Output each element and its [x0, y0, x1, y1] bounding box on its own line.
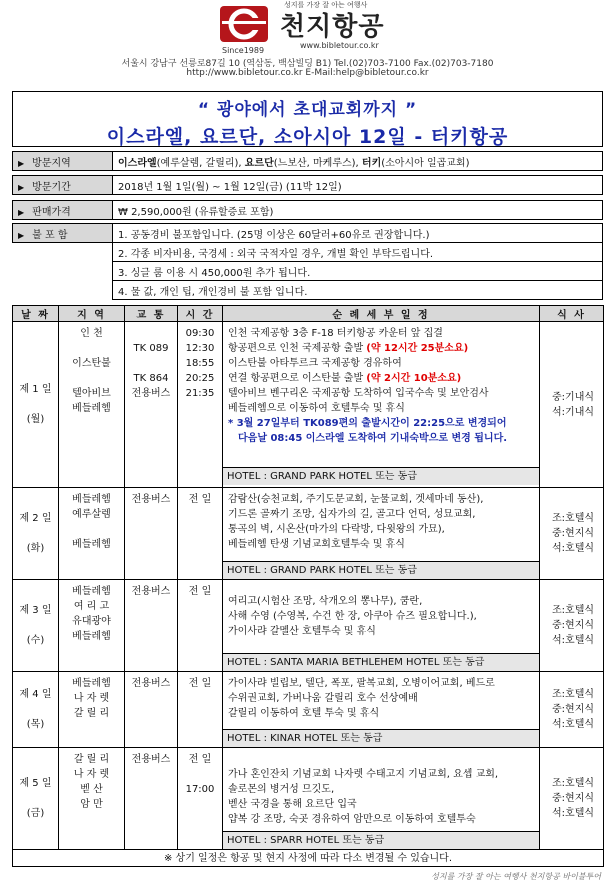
company-slogan: 성지를 가장 잘 아는 여행사: [284, 1, 368, 9]
day-cell: 제 2 일 (화): [13, 488, 59, 580]
itinerary-day-row: [13, 580, 604, 672]
day-cell: 제 1 일 (월): [13, 322, 59, 488]
time-cell: 전 일: [178, 672, 223, 748]
day-cell: 제 4 일 (목): [13, 672, 59, 748]
tour-info-table-excl: [12, 223, 603, 300]
transport-cell: TK 089 TK 864 전용버스: [125, 322, 178, 488]
transport-cell: 전용버스: [125, 672, 178, 748]
itinerary-day-row: [13, 322, 604, 488]
region-cell: 베들레헴 여 리 고 유대광야 베들레헴: [59, 580, 125, 672]
company-web: http://www.bibletour.co.kr E-Mail:help@bibletour.co.kr: [186, 68, 429, 78]
itinerary-day-row: [13, 488, 604, 580]
col-header-region: 지 역: [59, 306, 125, 322]
region-cell: 인 천 이스탄불 텔아비브 베들레헴: [59, 322, 125, 488]
schedule-notice: ※ 상기 일정은 항공 및 현지 사정에 따라 다소 변경될 수 있습니다.: [13, 850, 604, 867]
col-header-detail: 순 례 세 부 일 정: [223, 306, 540, 322]
info-row-period: [13, 176, 603, 195]
region-cell: 베들레헴 예루살렘 베들레헴: [59, 488, 125, 580]
transport-cell: 전용버스: [125, 580, 178, 672]
info-value: 2018년 1월 1일(월) ~ 1월 12일(금) (11박 12일): [113, 176, 603, 195]
hotel-info: HOTEL : KINAR HOTEL 또는 동급: [223, 729, 539, 747]
company-logo: [218, 4, 270, 44]
detail-cell: 가나 혼인잔치 기념교회 나자렛 수태고지 기념교회, 요셉 교회, 솔로몬의 병거성 므깃도, 벧산 국경을 통해 요르단 입국 얍복 강 조망, 숙곳 경유하여 암만으로 이동하여 호텔투숙 HOTEL : SPARR HOTEL 또는 동급: [223, 748, 540, 850]
company-name: 천지항공: [280, 12, 385, 42]
day-cell: 제 3 일 (수): [13, 580, 59, 672]
time-cell: 전 일 17:00: [178, 748, 223, 850]
region-cell: 갈 릴 리 나 자 렛 벧 산 암 만: [59, 748, 125, 850]
info-value: 3. 싱글 룸 이용 시 450,000원 추가 됩니다.: [113, 262, 603, 281]
info-value: ₩ 2,590,000원 (유류할증료 포함): [113, 201, 603, 220]
info-row-visit: [13, 152, 603, 171]
hotel-info: HOTEL : SPARR HOTEL 또는 동급: [223, 831, 539, 849]
time-cell: 09:30 12:30 18:55 20:25 21:35: [178, 322, 223, 488]
schedule-change-notice: * 3월 27일부터 TK089편의 출발시간이 22:25으로 변경되어: [228, 418, 507, 429]
meal-cell: 중:기내식 석:기내식: [540, 322, 604, 488]
hotel-info: HOTEL : GRAND PARK HOTEL 또는 동급: [223, 561, 539, 579]
info-label: ▶ 판매가격: [13, 201, 113, 220]
col-header-time: 시 간: [178, 306, 223, 322]
tour-info-table: [12, 151, 603, 171]
transport-cell: 전용버스: [125, 488, 178, 580]
col-header-meal: 식 사: [540, 306, 604, 322]
info-row-excl: [13, 224, 603, 243]
col-header-transport: 교 통: [125, 306, 178, 322]
info-value: 1. 공동경비 불포함입니다. (25명 이상은 60달러+60유로 권장합니다.): [113, 224, 603, 243]
time-cell: 전 일: [178, 488, 223, 580]
info-label: ▶ 불 포 함: [13, 224, 113, 243]
transport-cell: 전용버스: [125, 748, 178, 850]
info-row-excl: [13, 281, 603, 300]
info-value: 이스라엘(예루살렘, 갈릴리), 요르단(느보산, 마케루스), 터키(소아시아 일곱교회): [113, 152, 603, 171]
meal-cell: 조:호텔식 중:현지식 석:호텔식: [540, 748, 604, 850]
info-label: ▶ 방문기간: [13, 176, 113, 195]
meal-cell: 조:호텔식 중:현지식 석:호텔식: [540, 672, 604, 748]
tour-info-table-price: [12, 200, 603, 220]
info-row-excl: [13, 243, 603, 262]
triangle-icon: ▶: [18, 230, 25, 240]
hotel-info: HOTEL : GRAND PARK HOTEL 또는 동급: [223, 467, 539, 485]
triangle-icon: ▶: [18, 182, 25, 192]
info-row-excl: [13, 262, 603, 281]
tour-title: 이스라엘, 요르단, 소아시아 12일 - 터키항공: [106, 126, 509, 148]
tour-subtitle: “ 광야에서 초대교회까지 ”: [197, 100, 418, 120]
meal-cell: 조:호텔식 중:현지식 석:호텔식: [540, 580, 604, 672]
detail-cell: 여리고(시험산 조망, 삭개오의 뽕나무), 쿰란, 사해 수영 (수영복, 수건 한 장, 아쿠아 슈즈 필요합니다.), 가이사랴 갈멜산 호텔투숙 및 휴식 HOTEL : SANTA MARIA BETHLEHEM HOTEL 또는 동급: [223, 580, 540, 672]
itinerary-day-row: [13, 672, 604, 748]
triangle-icon: ▶: [18, 158, 25, 168]
itinerary-table: [12, 305, 604, 867]
region-cell: 베들레헴 나 자 렛 갈 릴 리: [59, 672, 125, 748]
day-cell: 제 5 일 (금): [13, 748, 59, 850]
info-value: 2. 각종 비자비용, 국경세 : 외국 국적자일 경우, 개별 확인 부탁드립니다.: [113, 243, 603, 262]
detail-cell: 인천 국제공항 3층 F-18 터키항공 카운터 앞 집결 항공편으로 인천 국제공항 출발 (약 12시간 25분소요) 이스탄불 아타투르크 국제공항 경유하여 연결 항공편으로 이스탄불 출발 (약 2시간 10분소요) 텔아비브 벤구리온 국제공항 도착하여 입국수속 및 보안검사 베들레헴으로 이동하여 호텔투숙 및 휴식 * 3월 27일부터 TK089편의 출발시간이 22:25으로 변경되어 다음날 08:45 이스라엘 도착하여 기내숙박으로 변경 됩니다. HOTEL : GRAND PARK HOTEL 또는 동급: [223, 322, 540, 488]
notice-row: [13, 850, 604, 867]
detail-cell: 가이사랴 빌립보, 텔단, 폭포, 팔복교회, 오병이어교회, 베드로 수위권교회, 가버나움 갈릴리 호수 선상예배 갈릴리 이동하여 호텔 투숙 및 휴식 HOTEL : KINAR HOTEL 또는 동급: [223, 672, 540, 748]
itinerary-day-row: [13, 748, 604, 850]
info-row-price: [13, 201, 603, 220]
footer-slogan: 성지를 가장 잘 아는 여행사 천지항공 바이블투어: [431, 872, 601, 881]
meal-cell: 조:호텔식 중:현지식 석:호텔식: [540, 488, 604, 580]
tour-title-box: [12, 91, 603, 147]
tour-info-table-period: [12, 175, 603, 195]
triangle-icon: ▶: [18, 207, 25, 217]
info-value: 4. 물 값, 개인 팁, 개인경비 불 포함 입니다.: [113, 281, 603, 300]
detail-cell: 감람산(승천교회, 주기도문교회, 눈물교회, 겟세마네 동산), 기드론 골짜기 조망, 십자가의 길, 골고다 언덕, 성묘교회, 통곡의 벽, 시온산(마가의 다락방, 다윗왕의 가묘), 베들레헴 탄생 기념교회호텔투숙 및 휴식 HOTEL : GRAND PARK HOTEL 또는 동급: [223, 488, 540, 580]
since-year: Since1989: [222, 46, 265, 55]
letterhead: [0, 0, 615, 80]
hotel-info: HOTEL : SANTA MARIA BETHLEHEM HOTEL 또는 동급: [223, 653, 539, 671]
company-address: 서울시 강남구 선릉로87길 10 (역삼동, 백삼빌딩 B1) Tel.(02)703-7100 Fax.(02)703-7180: [121, 59, 494, 69]
col-header-date: 날 짜: [13, 306, 59, 322]
info-label: ▶ 방문지역: [13, 152, 113, 171]
time-cell: 전 일: [178, 580, 223, 672]
itinerary-header-row: [13, 306, 604, 322]
brand-url: www.bibletour.co.kr: [300, 41, 379, 50]
